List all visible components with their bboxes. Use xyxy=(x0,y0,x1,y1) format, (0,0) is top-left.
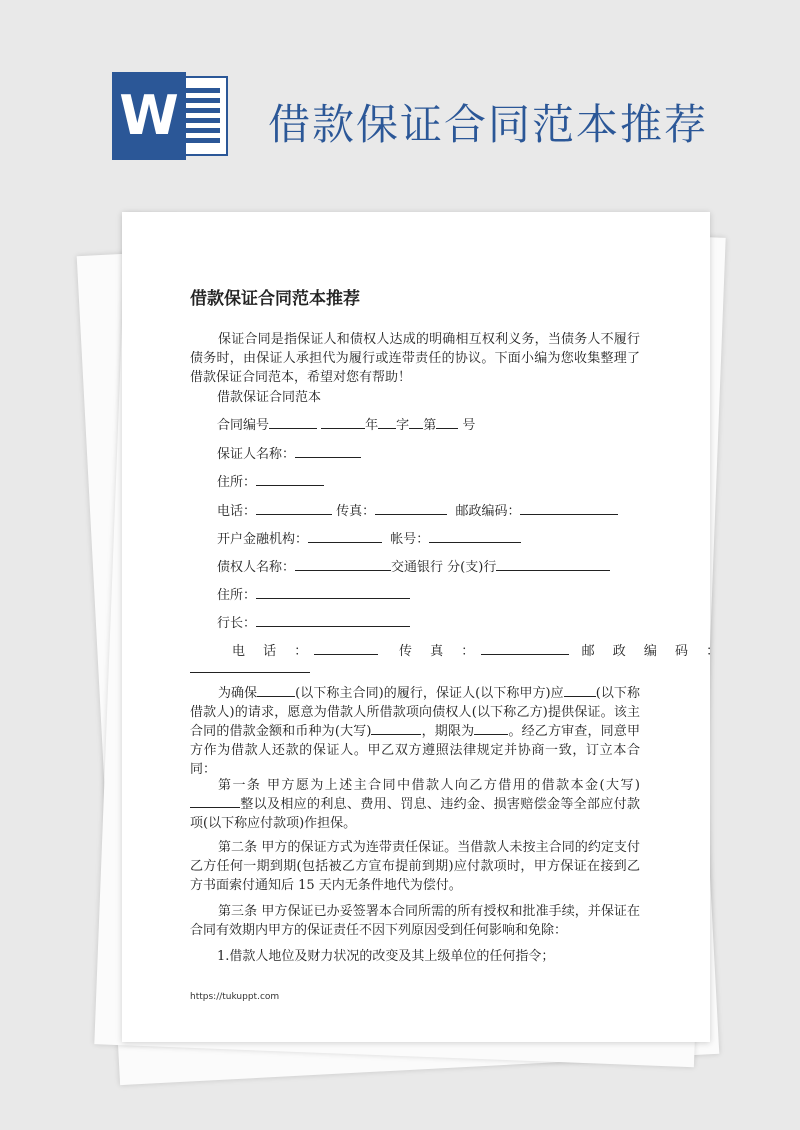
fax-label: 传真： xyxy=(336,504,376,519)
contract-number-label: 合同编号 xyxy=(217,418,270,433)
fax-label: 传 真 ： xyxy=(398,644,482,659)
address-line-2 xyxy=(217,586,410,605)
article-3: 第三条 甲方保证已办妥签署本合同所需的所有授权和批准手续，并保证在合同有效期内甲方的保证责任不因下列原因受到任何影响和免除： xyxy=(190,904,640,938)
document-title: 借款保证合同范本推荐 xyxy=(190,289,360,309)
postcode-label: 邮 政 编 码 ： xyxy=(581,644,727,659)
footer-url: https://tukuppt.com xyxy=(190,992,280,1002)
document-page xyxy=(122,212,727,1042)
address-line-1 xyxy=(217,473,324,492)
article-2: 第二条 甲方的保证方式为连带责任保证。当借款人未按主合同的约定支付乙方任何一期到期(包括被乙方宣布提前到期)应付款项时，甲方保证在接到乙方书面索付通知后 15 天内无条件地代为偿付。 xyxy=(190,840,640,893)
creditor-line xyxy=(217,558,610,577)
guarantor-name-line xyxy=(217,445,361,464)
president-label: 行长： xyxy=(217,616,257,631)
guarantee-paragraph: 为确保 (以下称主合同)的履行，保证人(以下称甲方)应 (以下称借款人)的请求，愿意为借款人所借款项向债权人(以下称乙方)提供保证。该主合同的借款金额和币种为(大写) ，期限为 。经乙方审查，同意甲方作为借款人还款的保证人。甲乙双方遵照法律规定并协商一致，订立本合同： xyxy=(190,686,640,777)
contact-line-1 xyxy=(217,502,618,521)
header xyxy=(0,0,800,190)
postcode-blank xyxy=(190,660,310,679)
year-label: 年 xyxy=(365,418,379,433)
account-label: 帐号： xyxy=(390,532,430,547)
guarantor-name-label: 保证人名称： xyxy=(217,447,296,462)
postcode-label: 邮政编码： xyxy=(455,504,521,519)
word-letter-badge: W xyxy=(112,72,186,160)
hao-label: 号 xyxy=(462,418,476,433)
word-document-icon xyxy=(112,72,232,162)
phone-label: 电话： xyxy=(217,504,257,519)
creditor-name-label: 债权人名称： xyxy=(217,560,296,575)
article-3-item-1: 1.借款人地位及财力状况的改变及其上级单位的任何指令； xyxy=(217,949,555,964)
bank-label: 开户金融机构： xyxy=(217,532,309,547)
contact-line-2 xyxy=(232,642,726,661)
creditor-bank: 交通银行 xyxy=(391,560,444,575)
intro-paragraph: 保证合同是指保证人和债权人达成的明确相互权利义务，当债务人不履行债务时，由保证人承担代为履行或连带责任的协议。下面小编为您收集整理了借款保证合同范本，希望对您有帮助！ xyxy=(190,332,640,385)
di-label: 第 xyxy=(423,418,437,433)
address-label: 住所： xyxy=(217,475,257,490)
zi-label: 字 xyxy=(396,418,410,433)
contract-number-line xyxy=(217,416,475,435)
address-label: 住所： xyxy=(217,588,257,603)
branch-label: 分(支)行 xyxy=(447,560,497,575)
page-title: 借款保证合同范本推荐 xyxy=(268,100,709,149)
article-1: 第一条 甲方愿为上述主合同中借款人向乙方借用的借款本金(大写)整以及相应的利息、费用、罚息、违约金、损害赔偿金等全部应付款项(以下称应付款项)作担保。 xyxy=(190,778,640,831)
president-line xyxy=(217,614,410,633)
phone-label: 电 话 ： xyxy=(232,644,315,659)
bank-line xyxy=(217,530,521,549)
contract-subtitle: 借款保证合同范本 xyxy=(217,390,322,405)
